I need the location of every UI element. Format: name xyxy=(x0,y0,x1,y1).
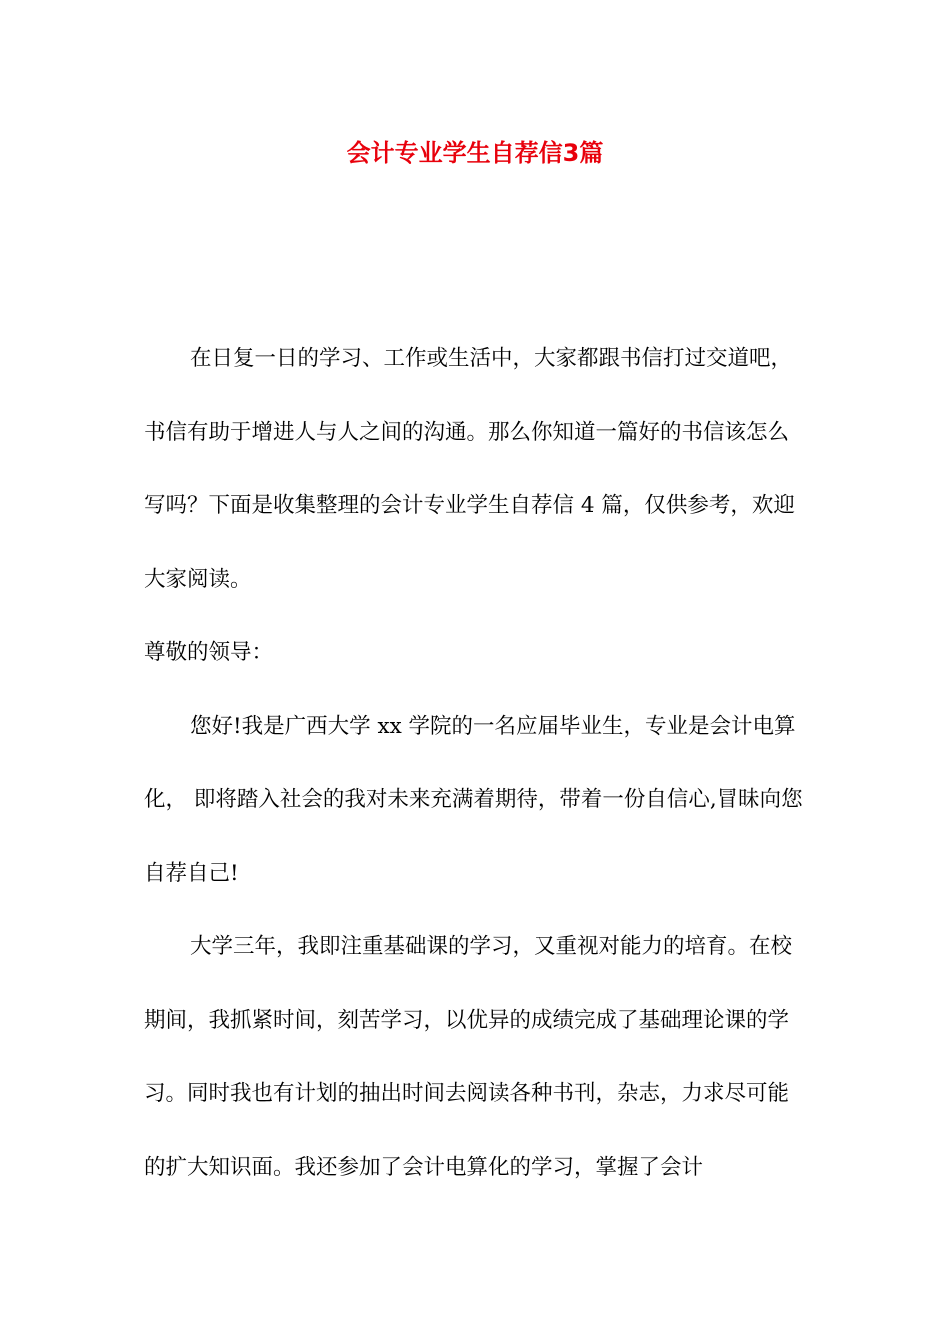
salutation: 尊敬的领导： xyxy=(144,640,274,665)
greeting-paragraph: 您好!我是广西大学 xx 学院的一名应届毕业生，专业是会计电算化， 即将踏入社会的我对未来充满着期待，带着一份自信心,冒昧向您自荐自己! xyxy=(144,713,803,886)
document-body xyxy=(144,322,808,1204)
document-title: 会计专业学生自荐信3篇 xyxy=(346,139,604,167)
intro-paragraph: 在日复一日的学习、工作或生活中，大家都跟书信打过交道吧，书信有助于增进人与人之间的沟通。那么你知道一篇好的书信该怎么写吗？下面是收集整理的会计专业学生自荐信 4 篇，仅供参考，欢迎大家阅读。 xyxy=(144,346,795,592)
study-paragraph: 大学三年，我即注重基础课的学习，又重视对能力的培育。在校期间，我抓紧时间，刻苦学习，以优异的成绩完成了基础理论课的学习。同时我也有计划的抽出时间去阅读各种书刊，杂志，力求尽可能的扩大知识面。我还参加了会计电算化的学习，掌握了会计 xyxy=(144,934,793,1180)
